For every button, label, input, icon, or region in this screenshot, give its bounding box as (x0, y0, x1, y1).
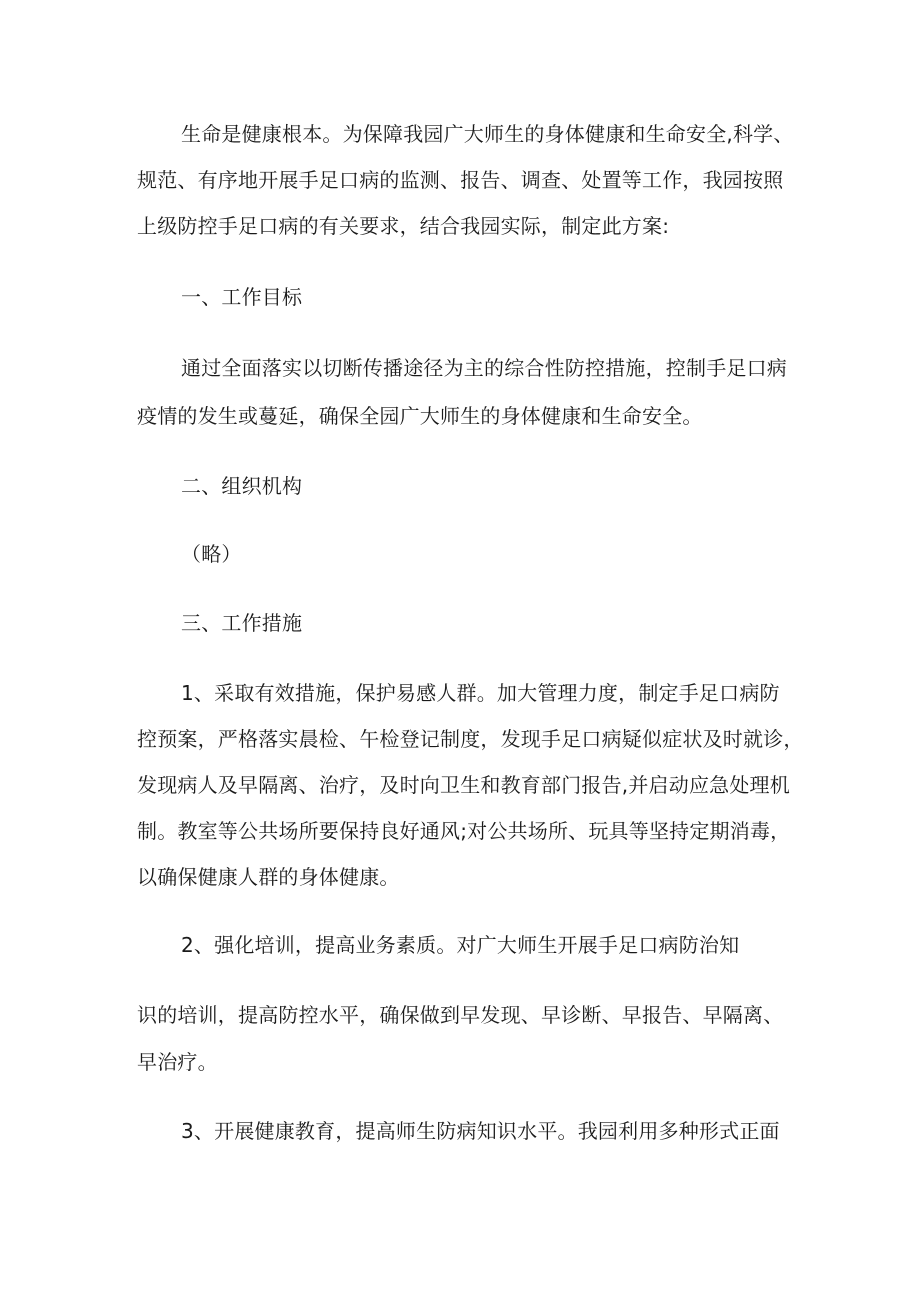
measure1-line-3: 发现病人及早隔离、治疗，及时向卫生和教育部门报告,并启动应急处理机 (137, 773, 790, 797)
section1-line-1: 通过全面落实以切断传播途径为主的综合性防控措施，控制手足口病 (181, 356, 787, 380)
measure2-line-2: 识的培训，提高防控水平，确保做到早发现、早诊断、早报告、早隔离、 (137, 1003, 784, 1027)
section1-line-2: 疫情的发生或蔓延，确保全园广大师生的身体健康和生命安全。 (137, 404, 703, 428)
intro-line-1: 生命是健康根本。为保障我园广大师生的身体健康和生命安全,科学、 (181, 122, 794, 146)
measure1-line-1: 1、采取有效措施，保护易感人群。加大管理力度，制定手足口病防 (181, 681, 780, 705)
section-heading-organization: 二、组织机构 (181, 474, 303, 498)
measure1-line-5: 以确保健康人群的身体健康。 (137, 865, 400, 889)
measure1-line-4: 制。教室等公共场所要保持良好通风;对公共场所、玩具等坚持定期消毒， (137, 819, 791, 843)
measure3-line-1: 3、开展健康教育，提高师生防病知识水平。我园利用多种形式正面 (181, 1119, 780, 1143)
intro-line-3: 上级防控手足口病的有关要求，结合我园实际，制定此方案: (137, 214, 670, 238)
measure1-line-2: 控预案，严格落实晨检、午检登记制度，发现手足口病疑似症状及时就诊， (137, 727, 804, 751)
section-heading-work-measures: 三、工作措施 (181, 611, 303, 635)
measure2-line-1: 2、强化培训，提高业务素质。对广大师生开展手足口病防治知 (181, 933, 740, 957)
section-heading-work-goal: 一、工作目标 (181, 285, 303, 309)
intro-line-2: 规范、有序地开展手足口病的监测、报告、调查、处置等工作，我园按照 (137, 168, 784, 192)
section2-line-1: （略） (181, 542, 242, 566)
measure2-line-3: 早治疗。 (137, 1050, 218, 1074)
